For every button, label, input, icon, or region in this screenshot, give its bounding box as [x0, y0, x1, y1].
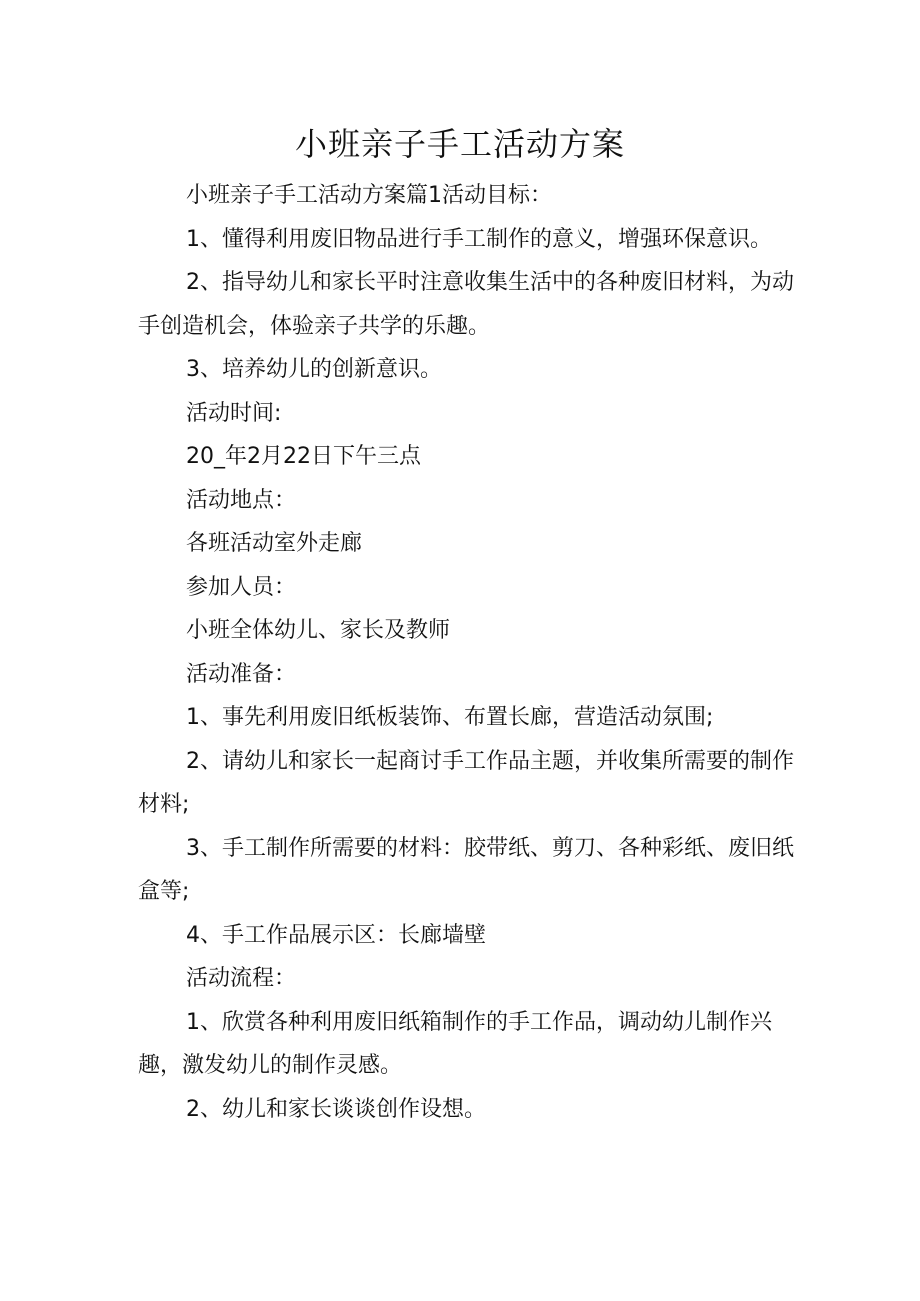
heading-process: 活动流程：: [186, 966, 297, 991]
value-participants: 小班全体幼儿、家长及教师: [186, 618, 451, 643]
paragraph-intro: 小班亲子手工活动方案篇1活动目标：: [186, 183, 552, 208]
process-item-1: 1、欣赏各种利用废旧纸箱制作的手工作品，调动幼儿制作兴趣，激发幼儿的制作灵感。: [138, 1009, 772, 1078]
paragraph-goal-1: 1、懂得利用废旧物品进行手工制作的意义，增强环保意识。: [186, 226, 772, 252]
prep-item-3: 3、手工制作所需要的材料：胶带纸、剪刀、各种彩纸、废旧纸盒等;: [138, 835, 794, 904]
heading-preparation: 活动准备：: [186, 661, 297, 687]
paragraph-goal-2: 2、指导幼儿和家长平时注意收集生活中的各种废旧材料，为动手创造机会，体验亲子共学的乐趣。: [138, 270, 794, 339]
heading-participants: 参加人员：: [186, 574, 297, 600]
document-title: 小班亲子手工活动方案: [294, 125, 625, 163]
heading-location: 活动地点：: [186, 487, 297, 513]
value-time: 20_年2月22日下午三点: [186, 444, 421, 469]
prep-item-2: 2、请幼儿和家长一起商讨手工作品主题，并收集所需要的制作材料;: [138, 748, 794, 817]
prep-item-1: 1、事先利用废旧纸板装饰、布置长廊，营造活动氛围;: [186, 705, 714, 730]
heading-time: 活动时间:: [186, 400, 282, 426]
paragraph-goal-3: 3、培养幼儿的创新意识。: [186, 357, 442, 382]
value-location: 各班活动室外走廊: [186, 531, 363, 556]
document-body: [138, 174, 798, 1131]
process-item-2: 2、幼儿和家长谈谈创作设想。: [186, 1096, 486, 1122]
prep-item-4: 4、手工作品展示区：长廊墙壁: [186, 922, 486, 948]
